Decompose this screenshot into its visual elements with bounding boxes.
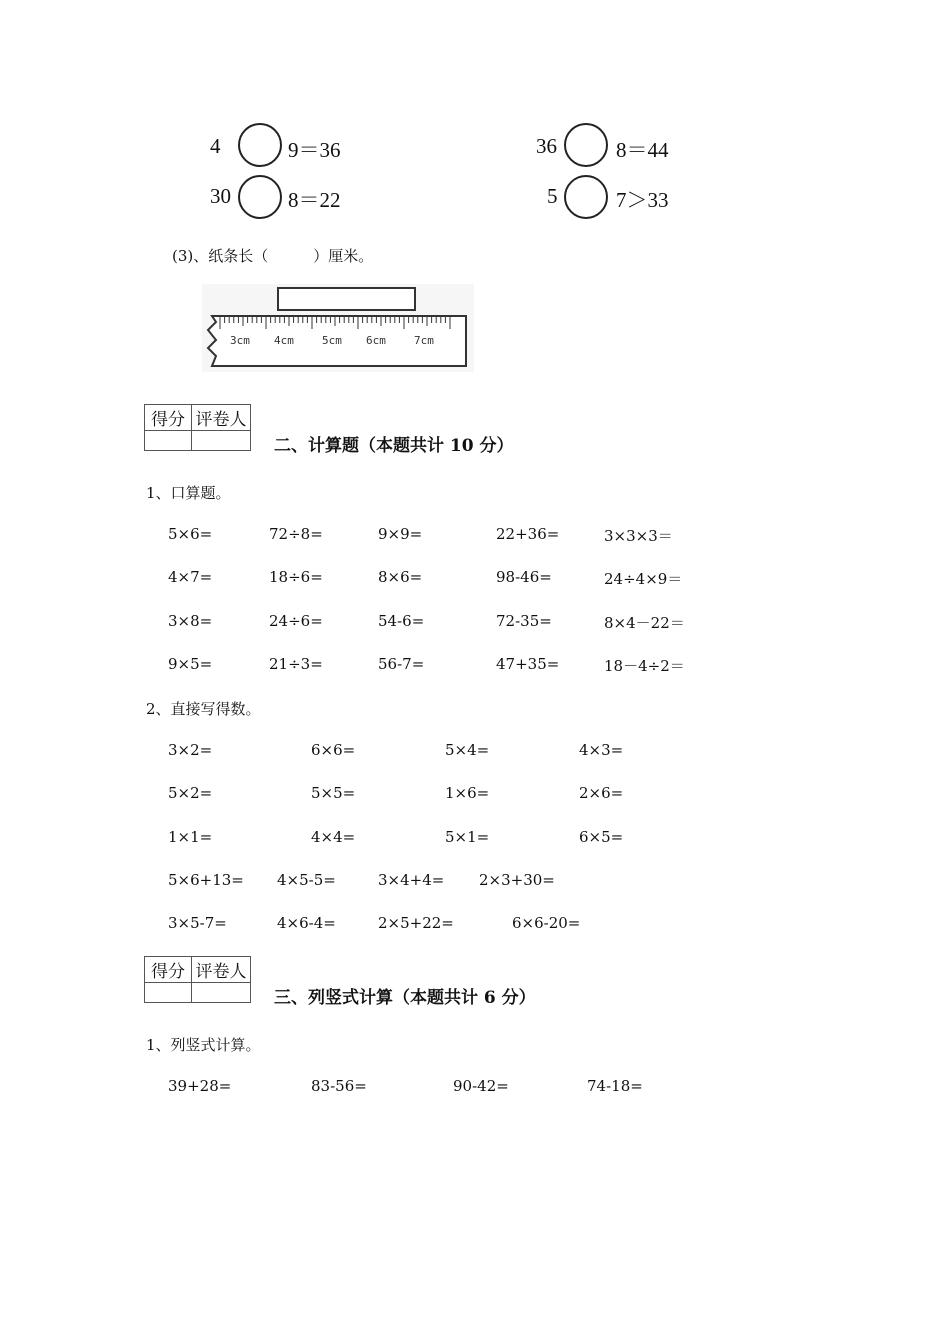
grader-cell[interactable] [192, 983, 251, 1003]
ruler-label: 6cm [366, 334, 386, 347]
math-item: 1×1= [168, 827, 213, 846]
ruler-label: 4cm [274, 334, 294, 347]
score-cell[interactable] [145, 431, 192, 451]
math-item: 21÷3= [269, 654, 323, 673]
question-2-2: 2、直接写得数。 [146, 700, 261, 718]
compare-left: 4 [210, 134, 221, 158]
math-item: 39+28= [168, 1077, 232, 1095]
math-item: 9×5= [168, 654, 213, 673]
math-item: 2×3+30= [479, 871, 555, 889]
ruler-image [202, 284, 474, 372]
score-box [144, 404, 251, 451]
compare-item [210, 184, 370, 214]
question-3: (3)、纸条长（ ）厘米。 [172, 247, 374, 265]
math-item: 3×3×3＝ [604, 527, 673, 545]
ruler-label: 7cm [414, 334, 434, 347]
math-item: 22+36= [496, 525, 560, 543]
question-2-1: 1、口算题。 [146, 484, 231, 502]
math-item: 98-46= [496, 568, 552, 587]
math-item: 3×8= [168, 611, 213, 630]
math-item: 5×6= [168, 525, 213, 543]
math-item: 56-7= [378, 654, 425, 673]
math-item: 4×3= [579, 741, 624, 759]
compare-right: 8＝22 [288, 188, 341, 212]
math-item: 3×5-7= [168, 914, 227, 932]
math-item: 72÷8= [269, 525, 323, 543]
math-item: 5×4= [445, 741, 490, 759]
math-item: 72-35= [496, 611, 552, 630]
compare-right: 9＝36 [288, 138, 341, 162]
math-item: 4×4= [311, 827, 356, 846]
grader-cell[interactable] [192, 431, 251, 451]
math-item: 18÷6= [269, 568, 323, 587]
math-item: 4×5-5= [277, 871, 336, 889]
ruler-label: 5cm [322, 334, 342, 347]
math-item: 47+35= [496, 654, 560, 673]
score-cell[interactable] [145, 983, 192, 1003]
compare-left: 36 [536, 134, 557, 158]
math-item: 5×2= [168, 784, 213, 803]
grader-label: 评卷人 [192, 957, 251, 983]
math-item: 90-42= [453, 1077, 509, 1095]
score-label: 得分 [145, 405, 192, 431]
math-item: 4×6-4= [277, 914, 336, 932]
answer-circle[interactable] [238, 123, 282, 167]
math-item: 5×5= [311, 784, 356, 803]
grader-label: 评卷人 [192, 405, 251, 431]
answer-circle[interactable] [564, 175, 608, 219]
math-item: 2×5+22= [378, 914, 454, 932]
math-item: 8×6= [378, 568, 423, 587]
math-item: 3×4+4= [378, 871, 445, 889]
answer-circle[interactable] [564, 123, 608, 167]
section-3-title: 三、列竖式计算（本题共计 6 分） [274, 988, 536, 1008]
score-label: 得分 [145, 957, 192, 983]
math-item: 2×6= [579, 784, 624, 803]
math-item: 8×4－22＝ [604, 613, 685, 632]
compare-left: 5 [547, 184, 558, 208]
math-item: 4×7= [168, 568, 213, 587]
compare-right: 8＝44 [616, 138, 669, 162]
math-item: 54-6= [378, 611, 425, 630]
question-3-1: 1、列竖式计算。 [146, 1036, 261, 1054]
ruler-label: 3cm [230, 334, 250, 347]
math-item: 83-56= [311, 1077, 367, 1095]
math-item: 9×9= [378, 525, 423, 543]
math-item: 6×6= [311, 741, 356, 759]
section-2-title: 二、计算题（本题共计 10 分） [274, 436, 514, 456]
math-item: 1×6= [445, 784, 490, 803]
math-item: 5×1= [445, 827, 490, 846]
answer-circle[interactable] [238, 175, 282, 219]
compare-item [210, 134, 370, 164]
compare-right: 7＞33 [616, 188, 669, 212]
compare-left: 30 [210, 184, 231, 208]
math-item: 5×6+13= [168, 871, 244, 889]
math-item: 74-18= [587, 1077, 643, 1095]
math-item: 6×5= [579, 827, 624, 846]
math-item: 3×2= [168, 741, 213, 759]
score-box [144, 956, 251, 1003]
math-item: 6×6-20= [512, 914, 581, 932]
math-item: 24÷6= [269, 611, 323, 630]
compare-item [536, 134, 696, 164]
math-item: 24÷4×9＝ [604, 570, 683, 589]
math-item: 18－4÷2＝ [604, 656, 685, 675]
